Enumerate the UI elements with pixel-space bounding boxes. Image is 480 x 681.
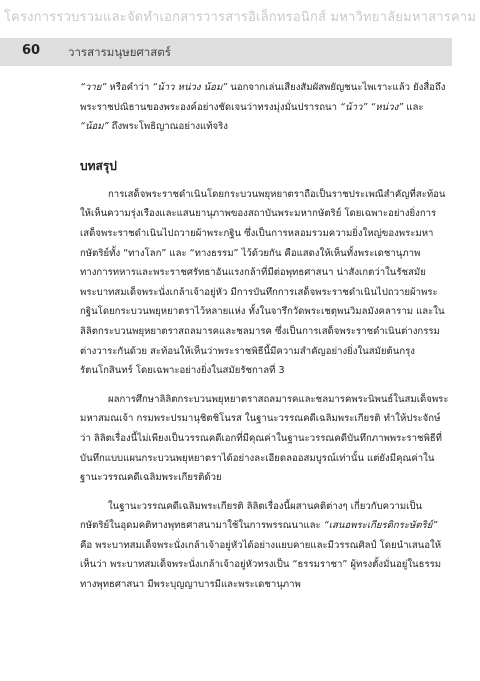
quote-nom: “น้อม” bbox=[80, 121, 109, 133]
page-body bbox=[80, 78, 450, 604]
intro-text-3: และ bbox=[403, 101, 424, 113]
paragraph-3-text-b: คือ พระบาทสมเด็จพระนั่งเกล้าเจ้าอยู่หัวได้อย่างแยบคายและมีวรรณศิลป์ โดยนำเสนอให้เห็นว่า พระบาทสมเด็จพระนั่งเกล้าเจ้าอยู่หัวทรงเป็น “ธรรมราชา” ผู้ทรงตั้งมั่นอยู่ในธรรมทางพุทธศาสนา มีพระบุญญาบารมีและพระเดชานุภาพ bbox=[80, 539, 442, 591]
page-number: 60 bbox=[22, 43, 41, 58]
quote-naw-nuang-nom: “น้าว หน่วง น้อม” bbox=[152, 82, 228, 93]
section-heading: บทสรุป bbox=[80, 158, 117, 173]
quote-naw-nuang: “น้าว” “หน่วง” bbox=[340, 101, 404, 113]
conclusion-paragraph-2: ผลการศึกษาลิลิตกระบวนพยุหยาตราสถลมารคและชลมารคพระนิพนธ์ในสมเด็จพระมหาสมณเจ้า กรมพระปรมานุชิตชิโนรส ในฐานะวรรณคดีเฉลิมพระเกียรติ ทำให้ประจักษ์ว่า ลิลิตเรื่องนี้ไม่เพียงเป็นวรรณคดีเอกที่มีคุณค่าในฐานะวรรณคดีบันทึกภาพพระราชพิธีที่บันทึกแบบแผนกระบวนพยุหยาตราได้อย่างละเอียดลออสมบูรณ์เท่านั้น แต่ยังมีคุณค่าในฐานะวรรณคดีเฉลิมพระเกียรติด้วย bbox=[80, 393, 449, 484]
conclusion-paragraph-1: การเสด็จพระราชดำเนินโดยกระบวนพยุหยาตราถือเป็นราชประเพณีสำคัญที่สะท้อนให้เห็นความรุ่งเรืองและแสนยานุภาพของสถาบันพระมหากษัตริย์ โดยเฉพาะอย่างยิ่งการเสด็จพระราชดำเนินไปถวายผ้าพระกฐิน ซึ่งเป็นการหลอมรวมความยิ่งใหญ่ของพระมหากษัตริย์ทั้ง “ทางโลก” และ “ทางธรรม” ไว้ด้วยกัน คือแสดงให้เห็นทั้งพระเดชานุภาพทางการทหารและพระราชศรัทธาอันแรงกล้าที่มีต่อพุทธศาสนา น่าสังเกตว่าในรัชสมัยพระบาทสมเด็จพระนั่งเกล้าเจ้าอยู่หัว มีการบันทึกการเสด็จพระราชดำเนินไปถวายผ้าพระกฐินโดยกระบวนพยุหยาตราไว้หลายแห่ง ทั้งในจารึกวัดพระเชตุพนวิมลมังคลาราม และในลิลิตกระบวนพยุหยาตราสถลมารคและชลมารค ซึ่งเป็นการเสด็จพระราชดำเนินต่างกรรมต่างวาระกันด้วย สะท้อนให้เห็นว่าพระราชพิธีนี้มีความสำคัญอย่างยิ่งในสมัยต้นกรุงรัตนโกสินทร์ โดยเฉพาะอย่างยิ่งในสมัยรัชกาลที่ 3 bbox=[80, 188, 446, 377]
conclusion-paragraph-3 bbox=[80, 497, 450, 595]
quote-royal-glory: “เสนอพระเกียรติกระษัตริย์” bbox=[323, 520, 438, 532]
quote-way: “วาย” bbox=[80, 82, 107, 93]
intro-text-1: หรือคำว่า bbox=[106, 82, 153, 93]
intro-text-2: นอกจากเล่นเสียงสัมผัสพยัญชนะไพเราะแล้ว ยังสื่อถึงพระราชปณิธานของพระองค์อย่างชัดเจนว่าทรงมุ่งมั่นปรารถนา bbox=[80, 82, 446, 113]
paragraph-3-text-a: ในฐานะวรรณคดีเฉลิมพระเกียรติ ลิลิตเรื่องนี้ผสานคติต่างๆ เกี่ยวกับความเป็นกษัตริย์ในอุดมคติทางพุทธศาสนามาใช้ในการพรรณนาและ bbox=[80, 500, 423, 532]
intro-paragraph bbox=[80, 78, 450, 137]
watermark-text: โครงการรวบรวมและจัดทำเอกสารวารสารอิเล็กทรอนิกส์ มหาวิทยาลัยมหาสารคาม bbox=[3, 10, 477, 25]
intro-text-4: ถึงพระโพธิญาณอย่างแท้จริง bbox=[108, 121, 228, 133]
journal-title: วารสารมนุษยศาสตร์ bbox=[68, 45, 171, 59]
